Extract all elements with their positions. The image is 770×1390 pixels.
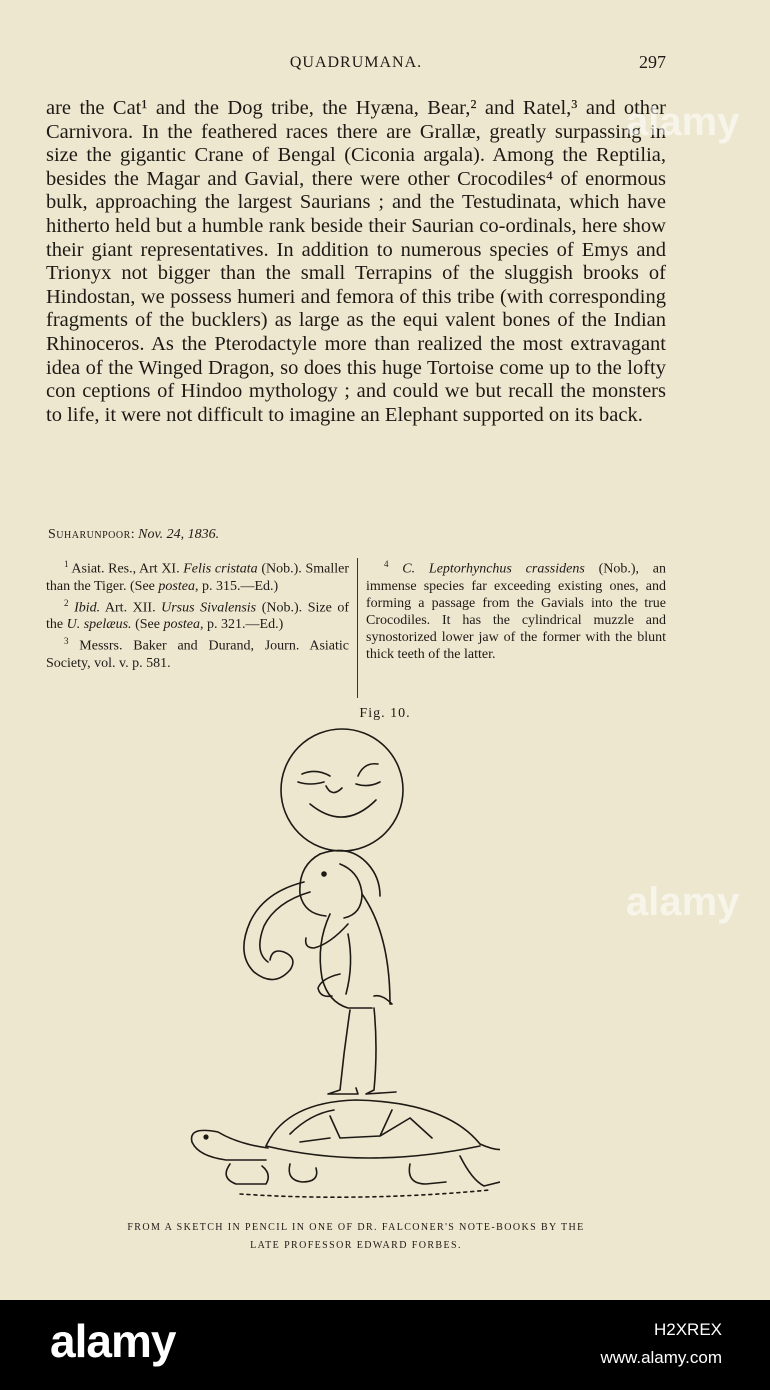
footnote-species: Ursus Sivalensis [161, 600, 257, 616]
footnote-mark: 4 [384, 559, 389, 569]
caption-line: FROM A SKETCH IN PENCIL IN ONE OF DR. FALCONER'S NOTE-BOOKS BY THE [127, 1222, 585, 1233]
tortoise-drawing [192, 1100, 500, 1197]
body-text [46, 97, 666, 427]
footnote-text: (See [131, 617, 164, 633]
alamy-logo: alamy [50, 1315, 176, 1367]
image-id: H2XREX [653, 1320, 722, 1339]
figure-label: Fig. 10. [359, 706, 411, 721]
dateline-date: Nov. 24, 1836. [138, 527, 220, 542]
footnote-ref: Ibid. [74, 600, 101, 616]
footnote-text: , p. 321.—Ed.) [200, 617, 284, 633]
body-line: corresponding fragments of the bucklers) as large as the equi [46, 285, 666, 332]
footnote-3 [46, 633, 349, 672]
footnotes [46, 556, 666, 701]
footnote-text: , p. 315.—Ed.) [194, 578, 279, 594]
footnote-text: (Nob.), an immense species far exceeding existing ones, and forming a passage from the Gavials into the true Crocodiles. It has the cylindrical muzzle and synostorized lower jaw of the former with the blunt thick teeth of the latter. [366, 561, 666, 662]
body-paragraph [46, 97, 666, 427]
body-line: bigger than the small Terrapins of the sluggish brooks of [157, 262, 666, 285]
footnote-ref: postea [158, 578, 195, 594]
body-line: Magar and Gavial, there were other Crocodiles⁴ of enormous [146, 167, 666, 190]
footnote-text: Asiat. Res., Art XI. [71, 561, 184, 577]
body-line: ceptions of Hindoo mythology ; and could we but recall the [82, 380, 592, 403]
watermark: alamy [626, 880, 740, 924]
figure-caption [46, 1219, 666, 1255]
body-line: valent bones of the Indian Rhinoceros. As the Pterodactyle [46, 309, 666, 355]
column-divider [357, 558, 358, 698]
body-line: more than realized the most extravagant idea of the Winged [46, 332, 666, 379]
body-line: supported on its back. [462, 403, 643, 426]
page-number: 297 [639, 52, 666, 72]
footnote-2 [46, 595, 349, 634]
dateline-place: Suharunpoor [48, 527, 131, 542]
body-line: are the Cat¹ and the Dog tribe, the Hyæna, Bear,² and [46, 97, 523, 119]
footnote-mark: 1 [64, 559, 69, 569]
footnote-ref: postea [163, 617, 201, 633]
footnote-1 [46, 556, 349, 595]
body-line: Hindostan, we possess humeri and femora of this tribe (with [46, 285, 549, 308]
footer-bar [0, 1300, 770, 1390]
body-line: which have hitherto held but a humble rank beside their [46, 191, 667, 237]
figure-illustration [180, 724, 500, 1214]
elephant-drawing [244, 850, 396, 1094]
footnotes-right-column [366, 556, 666, 663]
body-line: bulk, approaching the largest Saurians ; and the Testudinata, [46, 191, 570, 214]
page-header [46, 52, 666, 78]
footnote-text: (Nob.). Smaller than the Tiger. (See [46, 561, 349, 594]
footnote-text: Art. XII. [100, 600, 162, 616]
body-line: Dragon, so does this huge Tortoise come up to the lofty con [46, 356, 666, 403]
body-line: are Grallæ, greatly surpassing in size the gigantic Crane of [46, 120, 666, 167]
footnote-species: C. Leptorhynchus crassidens [402, 561, 585, 577]
footnotes-left-column [46, 556, 349, 672]
body-line: monsters to life, it were not difficult to imagine an Elephant [46, 380, 666, 426]
sun-face-drawing [281, 729, 403, 851]
running-head: QUADRUMANA. [289, 54, 423, 71]
dateline: Suharunpoor: Nov. 24, 1836. [48, 527, 220, 542]
footnote-4 [366, 556, 666, 663]
body-line: Bengal (Ciconia argala). Among the Reptilia, besides the [46, 144, 666, 190]
footnote-mark: 3 [64, 636, 69, 647]
body-line: Ratel,³ and other Carnivora. In the feathered races there [46, 97, 666, 143]
watermark: alamy [626, 100, 740, 144]
footnote-text: Messrs. Baker and Durand, Journ. Asiatic Society, vol. v. p. 581. [46, 638, 350, 671]
caption-line: LATE PROFESSOR EDWARD FORBES. [250, 1240, 462, 1251]
footnote-mark: 2 [64, 597, 69, 608]
footnote-text: (Nob.). Size of the [46, 600, 350, 633]
footnote-species: U. spelæus. [66, 617, 132, 633]
body-line: Saurian co-ordinals, here show their giant representatives. [46, 214, 666, 261]
body-line: In addition to numerous species of Emys and Trionyx not [46, 238, 666, 285]
footer-url: www.alamy.com [600, 1348, 722, 1367]
footnote-species: Felis cristata [183, 561, 258, 577]
